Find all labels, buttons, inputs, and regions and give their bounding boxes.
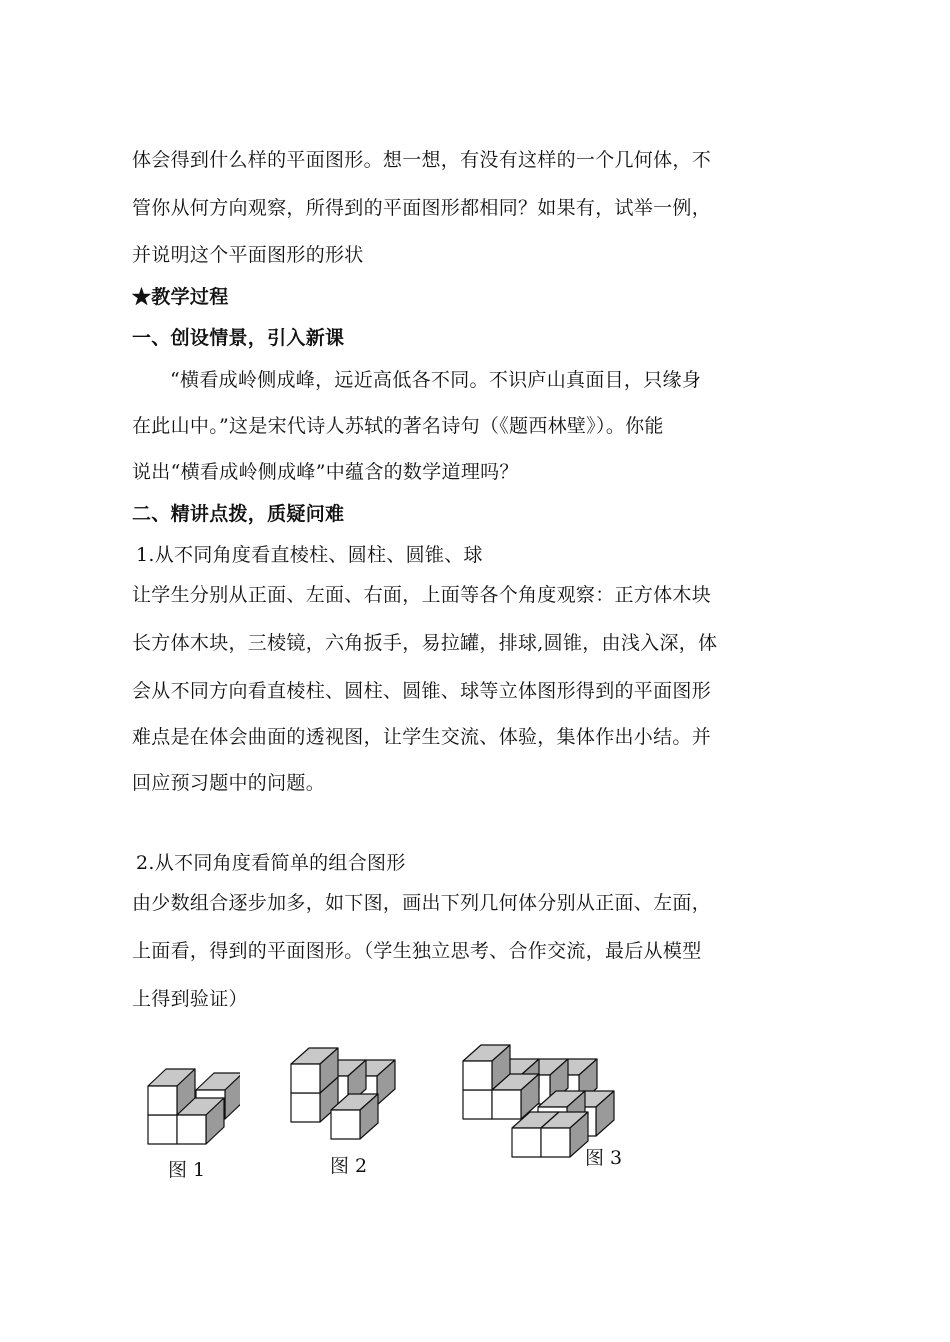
cube-front-face <box>291 1064 320 1093</box>
intro-line-3: 并说明这个平面图形的形状 <box>132 244 364 266</box>
item2-line-1: 由少数组合逐步加多，如下图，画出下列几何体分别从正面、左面， <box>132 892 712 914</box>
item1-line-3: 会从不同方向看直棱柱、圆柱、圆锥、球等立体图形得到的平面图形 <box>132 680 712 702</box>
item1-line-2: 长方体木块，三棱镜，六角扳手，易拉罐，排球,圆锥，由浅入深，体 <box>132 632 718 654</box>
cube-front-face <box>541 1128 570 1157</box>
section1-heading: 一、创设情景，引入新课 <box>132 327 345 349</box>
section1-line-2: 在此山中。”这是宋代诗人苏轼的著名诗句（《题西林壁》）。你能 <box>132 415 664 437</box>
section2-heading: 二、精讲点拨，质疑问难 <box>132 503 345 525</box>
item1-line-1: 让学生分别从正面、左面、右面，上面等各个角度观察：正方体木块 <box>132 584 712 606</box>
figure-1-caption: 图 1 <box>168 1159 206 1181</box>
figure-2 <box>285 1040 410 1150</box>
figure-3-caption: 图 3 <box>585 1147 623 1169</box>
process-heading: ★教学过程 <box>132 286 229 308</box>
item2-line-3: 上得到验证） <box>132 988 248 1010</box>
intro-line-2: 管你从何方向观察，所得到的平面图形都相同？如果有，试举一例， <box>132 197 712 219</box>
cube-front-face <box>148 1086 177 1115</box>
item1-title: 1.从不同角度看直棱柱、圆柱、圆锥、球 <box>136 544 483 566</box>
section1-line-1: “横看成岭侧成峰，远近高低各不同。不识庐山真面目，只缘身 <box>170 369 702 391</box>
cube-front-face <box>177 1115 206 1144</box>
item2-line-2: 上面看，得到的平面图形。（学生独立思考、合作交流，最后从模型 <box>132 940 702 962</box>
item2-title: 2.从不同角度看简单的组合图形 <box>136 852 406 874</box>
item1-line-5: 回应预习题中的问题。 <box>132 772 326 794</box>
cube-front-face <box>512 1128 541 1157</box>
cube-front-face <box>148 1115 177 1144</box>
cube-front-face <box>463 1061 492 1090</box>
section1-line-3: 说出“横看成岭侧成峰”中蕴含的数学道理吗？ <box>132 461 519 483</box>
cube-front-face <box>331 1110 360 1139</box>
cube-front-face <box>492 1090 521 1119</box>
cube-front-face <box>463 1090 492 1119</box>
cube-front-face <box>291 1093 320 1122</box>
figure-1 <box>140 1055 240 1155</box>
intro-line-1: 体会得到什么样的平面图形。想一想，有没有这样的一个几何体，不 <box>132 149 712 171</box>
figure-2-caption: 图 2 <box>330 1155 368 1177</box>
item1-line-4: 难点是在体会曲面的透视图，让学生交流、体验，集体作出小结。并 <box>132 726 712 748</box>
